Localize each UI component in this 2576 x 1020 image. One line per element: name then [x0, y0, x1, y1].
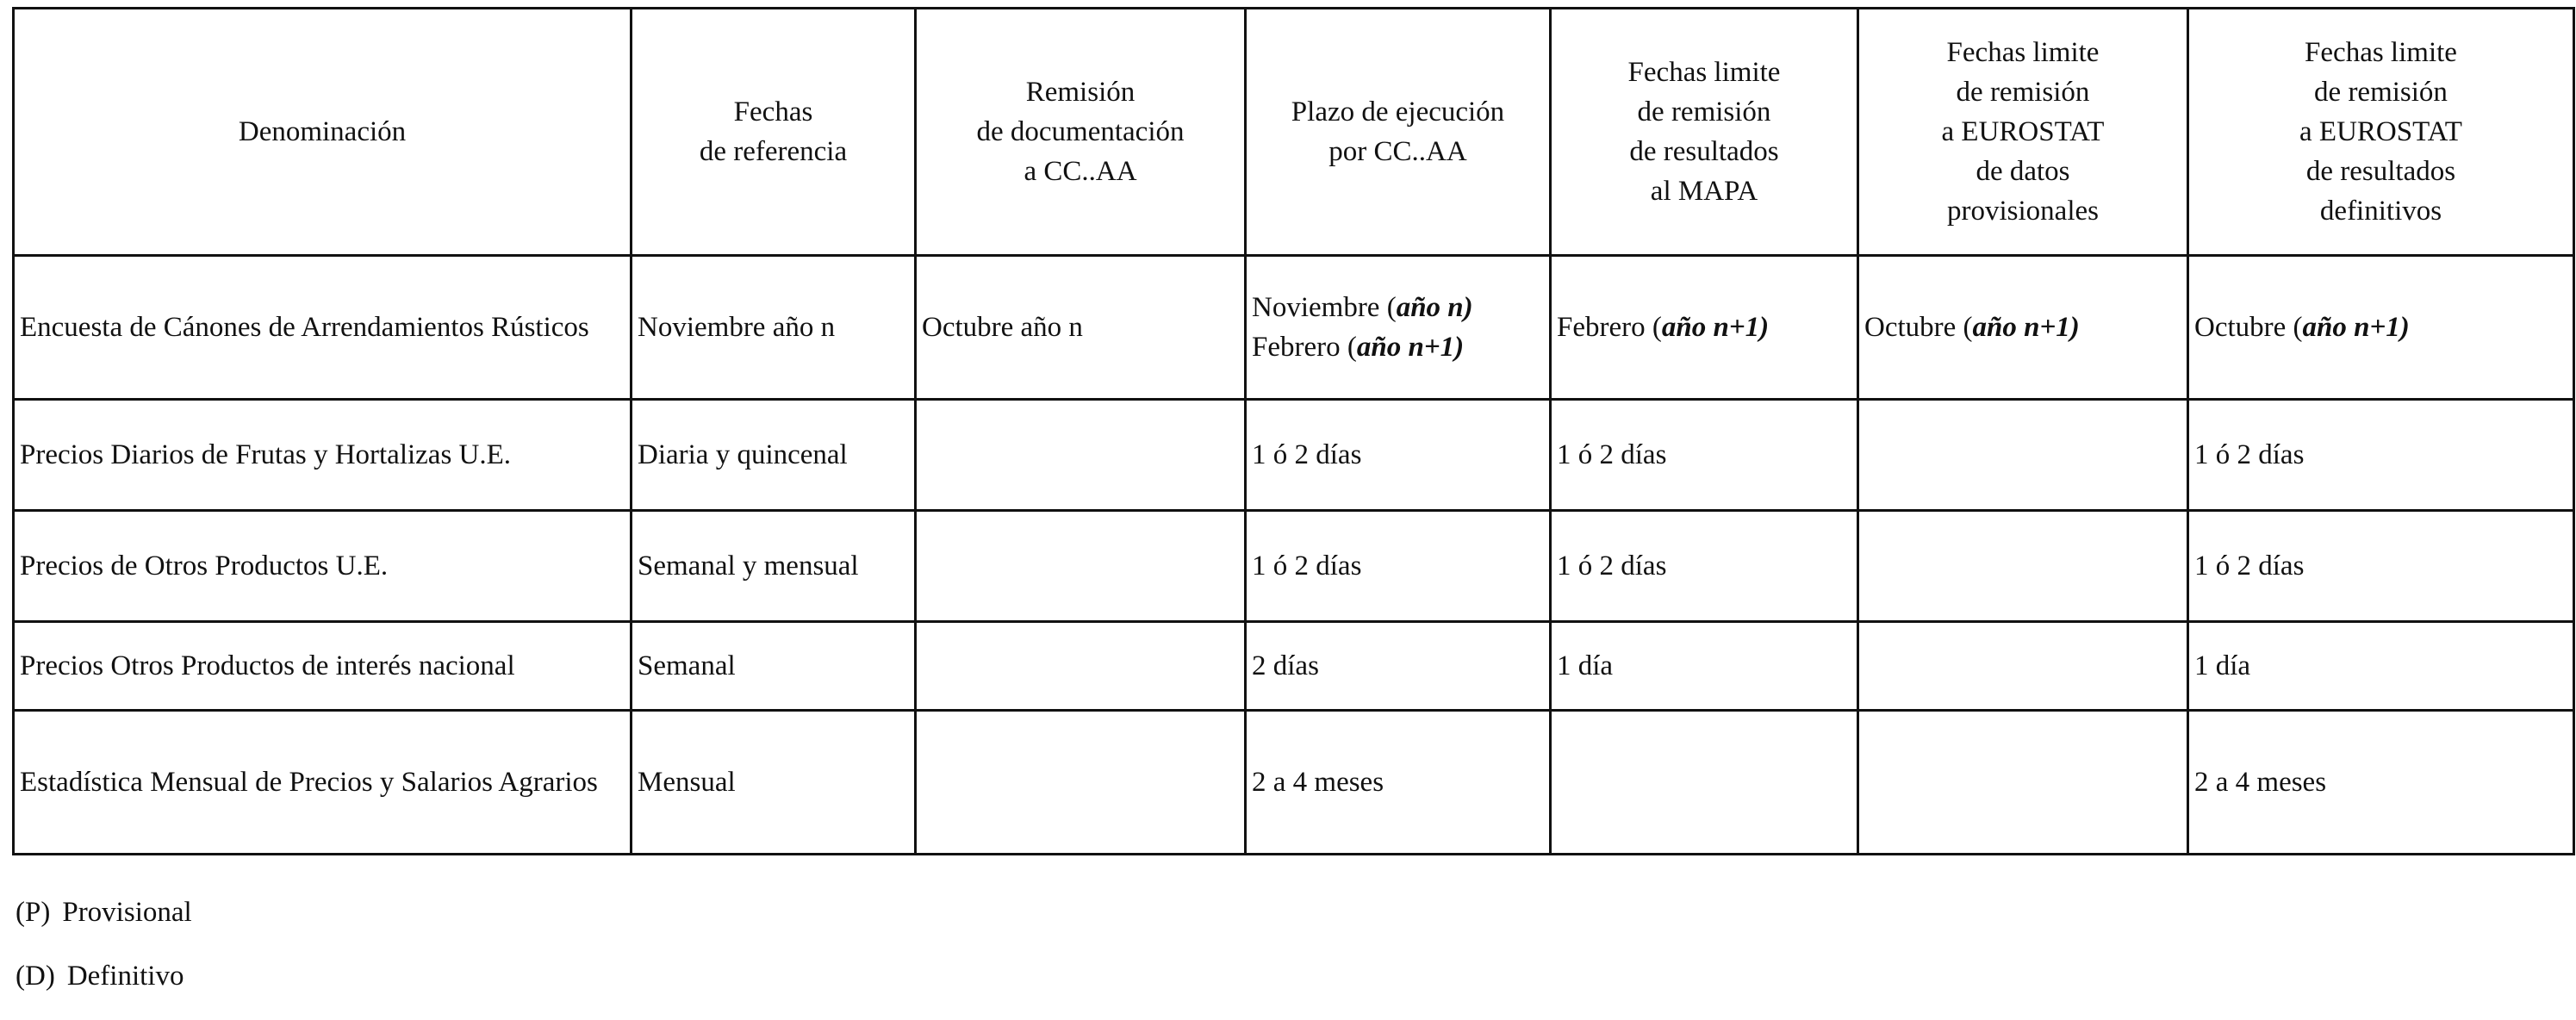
note-provisional [16, 892, 192, 932]
cell-limite-eurostat-definitivos: 1 ó 2 días [2188, 400, 2574, 511]
plazo-line-1: Noviembre (año n) [1252, 292, 1473, 323]
cell-limite-eurostat-definitivos: Octubre (año n+1) [2188, 256, 2574, 400]
header-plazo-ejecucion: Plazo de ejecución por CC..AA [1246, 9, 1551, 256]
note-definitivo [16, 956, 192, 996]
cell-limite-eurostat-provisionales [1858, 711, 2188, 855]
table-row [14, 511, 2574, 622]
cell-denominacion: Precios de Otros Productos U.E. [14, 511, 632, 622]
cell-limite-eurostat-definitivos: 2 a 4 meses [2188, 711, 2574, 855]
cell-denominacion: Precios Diarios de Frutas y Hortalizas U.E. [14, 400, 632, 511]
cell-fechas-referencia: Semanal y mensual [632, 511, 916, 622]
cell-plazo-ejecucion [1246, 256, 1551, 400]
cell-remision-documentacion [916, 400, 1246, 511]
cell-limite-mapa: 1 ó 2 días [1551, 400, 1858, 511]
cell-limite-eurostat-definitivos: 1 ó 2 días [2188, 511, 2574, 622]
note-label: Definitivo [66, 961, 184, 992]
header-fechas-referencia: Fechas de referencia [632, 9, 916, 256]
cell-denominacion: Estadística Mensual de Precios y Salarios Agrarios [14, 711, 632, 855]
cell-fechas-referencia: Mensual [632, 711, 916, 855]
cell-limite-eurostat-definitivos: 1 día [2188, 622, 2574, 711]
cell-remision-documentacion [916, 511, 1246, 622]
header-remision-documentacion: Remisión de documentación a CC..AA [916, 9, 1246, 256]
cell-limite-mapa: 1 día [1551, 622, 1858, 711]
cell-remision-documentacion: Octubre año n [916, 256, 1246, 400]
schedule-table [12, 7, 2575, 855]
note-code: (P) [16, 897, 51, 928]
cell-fechas-referencia: Diaria y quincenal [632, 400, 916, 511]
header-denominacion: Denominación [14, 9, 632, 256]
legend-notes [16, 892, 192, 1020]
header-limite-mapa: Fechas limite de remisión de resultados al MAPA [1551, 9, 1858, 256]
cell-remision-documentacion [916, 622, 1246, 711]
cell-plazo-ejecucion: 1 ó 2 días [1246, 400, 1551, 511]
note-code: (D) [16, 961, 55, 992]
header-limite-eurostat-provisionales: Fechas limite de remisión a EUROSTAT de datos provisionales [1858, 9, 2188, 256]
cell-limite-eurostat-provisionales: Octubre (año n+1) [1858, 256, 2188, 400]
cell-remision-documentacion [916, 711, 1246, 855]
cell-fechas-referencia: Semanal [632, 622, 916, 711]
table-row [14, 711, 2574, 855]
note-label: Provisional [62, 897, 192, 928]
cell-limite-eurostat-provisionales [1858, 511, 2188, 622]
cell-plazo-ejecucion: 2 días [1246, 622, 1551, 711]
table-row [14, 256, 2574, 400]
cell-denominacion: Precios Otros Productos de interés nacional [14, 622, 632, 711]
table-row [14, 400, 2574, 511]
cell-limite-eurostat-provisionales [1858, 622, 2188, 711]
cell-plazo-ejecucion: 2 a 4 meses [1246, 711, 1551, 855]
header-row [14, 9, 2574, 256]
cell-denominacion: Encuesta de Cánones de Arrendamientos Rústicos [14, 256, 632, 400]
table-row [14, 622, 2574, 711]
cell-limite-mapa [1551, 711, 1858, 855]
cell-limite-eurostat-provisionales [1858, 400, 2188, 511]
cell-limite-mapa: 1 ó 2 días [1551, 511, 1858, 622]
cell-fechas-referencia: Noviembre año n [632, 256, 916, 400]
header-limite-eurostat-definitivos: Fechas limite de remisión a EUROSTAT de resultados definitivos [2188, 9, 2574, 256]
cell-limite-mapa: Febrero (año n+1) [1551, 256, 1858, 400]
plazo-line-2: Febrero (año n+1) [1252, 332, 1465, 363]
cell-plazo-ejecucion: 1 ó 2 días [1246, 511, 1551, 622]
